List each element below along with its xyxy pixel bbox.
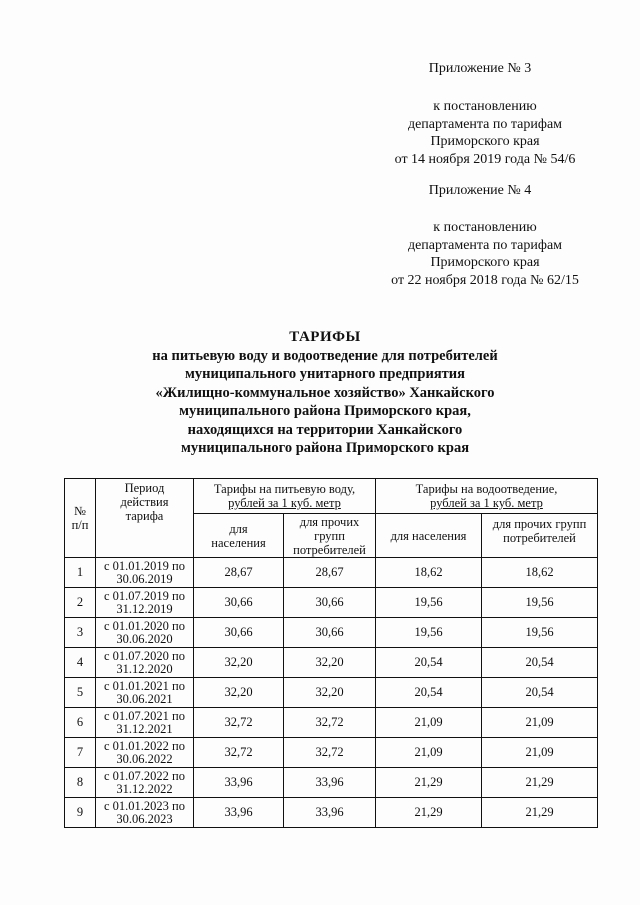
period-end: 31.12.2022 xyxy=(116,781,173,796)
sewer-other-value: 18,62 xyxy=(482,558,598,588)
period-end: 30.06.2019 xyxy=(116,571,173,586)
row-number: 2 xyxy=(65,588,96,618)
table-row xyxy=(65,618,598,648)
header-text: потребителей xyxy=(293,542,366,557)
header-text: рублей за 1 куб. метр xyxy=(430,496,543,510)
header-text: для xyxy=(229,521,248,536)
water-population-value: 33,96 xyxy=(194,768,284,798)
water-other-value: 32,72 xyxy=(284,738,376,768)
sewer-population-value: 18,62 xyxy=(376,558,482,588)
sewer-other-value: 21,09 xyxy=(482,738,598,768)
header-water-tariffs xyxy=(194,479,376,514)
header-text: групп xyxy=(314,528,345,543)
appendix-4-reference xyxy=(355,219,615,289)
appendix-4-line: Приморского края xyxy=(430,255,540,270)
table-row xyxy=(65,678,598,708)
sewer-population-value: 19,56 xyxy=(376,618,482,648)
water-population-value: 32,72 xyxy=(194,738,284,768)
header-sewer-tariffs xyxy=(376,479,598,514)
title-main: ТАРИФЫ xyxy=(289,329,361,345)
period-end: 30.06.2021 xyxy=(116,691,173,706)
appendix-4-line: к постановлению xyxy=(433,220,537,235)
period-start: с 01.01.2023 по xyxy=(104,798,185,813)
row-number: 3 xyxy=(65,618,96,648)
appendix-3-line: к постановлению xyxy=(433,99,537,114)
title-line: «Жилищно-коммунальное хозяйство» Ханкайского xyxy=(155,384,495,401)
row-number: 5 xyxy=(65,678,96,708)
sewer-population-value: 21,29 xyxy=(376,768,482,798)
period-end: 31.12.2021 xyxy=(116,721,173,736)
sewer-other-value: 20,54 xyxy=(482,678,598,708)
water-other-value: 30,66 xyxy=(284,588,376,618)
period-start: с 01.01.2019 по xyxy=(104,558,185,573)
appendix-3-line: Приморского края xyxy=(430,134,540,149)
document-title xyxy=(90,328,560,458)
header-sewer-other xyxy=(482,514,598,558)
header-text: населения xyxy=(211,535,266,550)
period-end: 30.06.2020 xyxy=(116,631,173,646)
water-population-value: 32,72 xyxy=(194,708,284,738)
period-start: с 01.07.2021 по xyxy=(104,708,185,723)
header-sewer-population xyxy=(376,514,482,558)
water-other-value: 33,96 xyxy=(284,768,376,798)
header-text: Период xyxy=(124,481,165,495)
water-other-value: 28,67 xyxy=(284,558,376,588)
table-header-row xyxy=(65,479,598,514)
water-population-value: 28,67 xyxy=(194,558,284,588)
water-population-value: 32,20 xyxy=(194,648,284,678)
row-number: 8 xyxy=(65,768,96,798)
period-end: 31.12.2019 xyxy=(116,601,173,616)
water-other-value: 33,96 xyxy=(284,798,376,828)
appendix-4-title: Приложение № 4 xyxy=(428,183,532,198)
header-text: рублей за 1 куб. метр xyxy=(228,496,341,510)
sewer-population-value: 20,54 xyxy=(376,678,482,708)
header-text: № xyxy=(74,504,86,518)
header-text: для населения xyxy=(390,528,467,543)
header-text: тарифа xyxy=(125,509,164,523)
period-start: с 01.01.2021 по xyxy=(104,678,185,693)
water-other-value: 30,66 xyxy=(284,618,376,648)
appendix-3-title: Приложение № 3 xyxy=(428,61,532,76)
header-period xyxy=(96,479,194,558)
appendix-3-reference xyxy=(370,98,600,168)
period-start: с 01.01.2022 по xyxy=(104,738,185,753)
row-period xyxy=(96,738,194,768)
water-other-value: 32,20 xyxy=(284,648,376,678)
title-line: на питьевую воду и водоотведение для потребителей xyxy=(152,347,498,364)
period-end: 30.06.2022 xyxy=(116,751,173,766)
header-text: потребителей xyxy=(503,531,576,545)
header-water-other xyxy=(284,514,376,558)
period-start: с 01.07.2019 по xyxy=(104,588,185,603)
period-start: с 01.01.2020 по xyxy=(104,618,185,633)
period-end: 30.06.2023 xyxy=(116,811,173,826)
row-period xyxy=(96,558,194,588)
table-row xyxy=(65,738,598,768)
title-line: муниципального унитарного предприятия xyxy=(185,366,465,382)
row-number: 1 xyxy=(65,558,96,588)
header-text: для прочих xyxy=(299,514,360,529)
sewer-other-value: 20,54 xyxy=(482,648,598,678)
row-period xyxy=(96,768,194,798)
header-water-population xyxy=(194,514,284,558)
appendix-4-line: департамента по тарифам xyxy=(407,237,563,253)
header-text: п/п xyxy=(71,518,89,532)
title-line: муниципального района Приморского края xyxy=(180,440,470,456)
sewer-population-value: 21,09 xyxy=(376,738,482,768)
table-row xyxy=(65,648,598,678)
row-number: 7 xyxy=(65,738,96,768)
sewer-other-value: 21,29 xyxy=(482,798,598,828)
sewer-other-value: 21,29 xyxy=(482,768,598,798)
table-row xyxy=(65,708,598,738)
row-period xyxy=(96,798,194,828)
title-line: находящихся на территории Ханкайского xyxy=(187,421,463,438)
row-period xyxy=(96,678,194,708)
sewer-population-value: 19,56 xyxy=(376,588,482,618)
table-row xyxy=(65,768,598,798)
water-population-value: 30,66 xyxy=(194,588,284,618)
water-population-value: 33,96 xyxy=(194,798,284,828)
row-period xyxy=(96,708,194,738)
sewer-other-value: 19,56 xyxy=(482,588,598,618)
table-row xyxy=(65,588,598,618)
header-text: для прочих групп xyxy=(492,517,587,531)
appendix-3-line: департамента по тарифам xyxy=(407,116,563,132)
sewer-other-value: 21,09 xyxy=(482,708,598,738)
row-number: 4 xyxy=(65,648,96,678)
sewer-other-value: 19,56 xyxy=(482,618,598,648)
row-period xyxy=(96,618,194,648)
appendix-4-line: от 22 ноября 2018 года № 62/15 xyxy=(391,272,579,288)
row-number: 9 xyxy=(65,798,96,828)
water-other-value: 32,72 xyxy=(284,708,376,738)
header-text: действия xyxy=(120,495,169,509)
row-number: 6 xyxy=(65,708,96,738)
row-period xyxy=(96,588,194,618)
tariffs-table xyxy=(64,478,598,828)
row-period xyxy=(96,648,194,678)
period-start: с 01.07.2020 по xyxy=(104,648,185,663)
period-end: 31.12.2020 xyxy=(116,661,173,676)
header-text: Тарифы на водоотведение, xyxy=(415,482,558,496)
table-body xyxy=(65,558,598,828)
water-other-value: 32,20 xyxy=(284,678,376,708)
table-row xyxy=(65,798,598,828)
water-population-value: 30,66 xyxy=(194,618,284,648)
title-line: муниципального района Приморского края, xyxy=(179,403,471,419)
table-row xyxy=(65,558,598,588)
sewer-population-value: 21,29 xyxy=(376,798,482,828)
header-number xyxy=(65,479,96,558)
appendix-3-line: от 14 ноября 2019 года № 54/6 xyxy=(394,151,576,167)
sewer-population-value: 21,09 xyxy=(376,708,482,738)
water-population-value: 32,20 xyxy=(194,678,284,708)
header-text: Тарифы на питьевую воду, xyxy=(213,482,356,496)
sewer-population-value: 20,54 xyxy=(376,648,482,678)
period-start: с 01.07.2022 по xyxy=(104,768,185,783)
